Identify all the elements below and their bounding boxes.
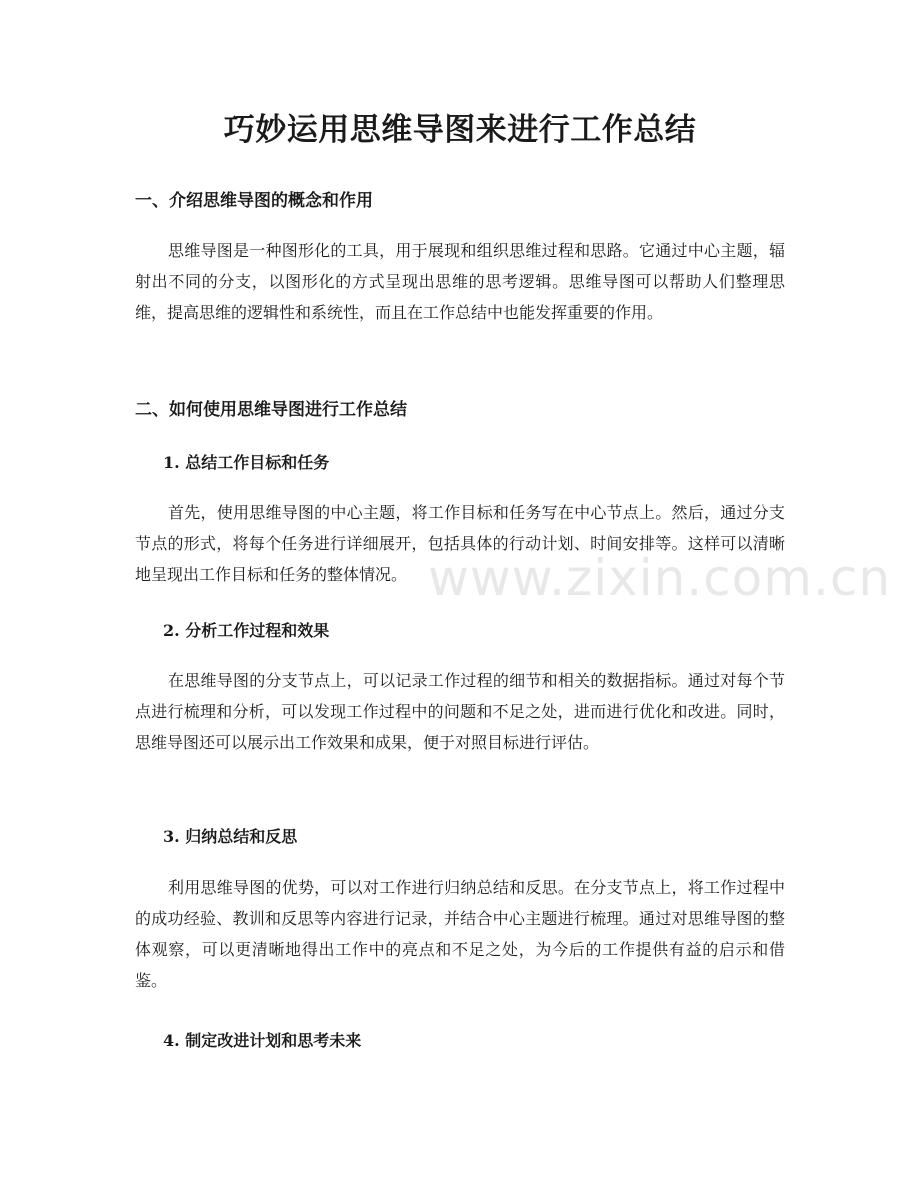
- paragraph-goals: 首先，使用思维导图的中心主题，将工作目标和任务写在中心节点上。然后，通过分支节点的形式，将每个任务进行详细展开，包括具体的行动计划、时间安排等。这样可以清晰地呈现出工作目标和任务的整体情况。: [135, 503, 785, 584]
- sub-heading-analysis: 2. 分析工作过程和效果: [163, 621, 330, 640]
- paragraph-summary: 利用思维导图的优势，可以对工作进行归纳总结和反思。在分支节点上，将工作过程中的成功经验、教训和反思等内容进行记录，并结合中心主题进行梳理。通过对思维导图的整体观察，可以更清晰地得出工作中的亮点和不足之处，为今后的工作提供有益的启示和借鉴。: [135, 878, 785, 990]
- section-heading-howto: 二、如何使用思维导图进行工作总结: [135, 400, 407, 420]
- sub-heading-summary: 3. 归纳总结和反思: [163, 827, 298, 846]
- section-heading-intro: 一、介绍思维导图的概念和作用: [135, 191, 373, 211]
- document-title: 巧妙运用思维导图来进行工作总结: [223, 112, 697, 148]
- paragraph-intro: 思维导图是一种图形化的工具，用于展现和组织思维过程和思路。它通过中心主题，辐射出不同的分支，以图形化的方式呈现出思维的思考逻辑。思维导图可以帮助人们整理思维，提高思维的逻辑性和系统性，而且在工作总结中也能发挥重要的作用。: [135, 241, 785, 322]
- sub-heading-improvement: 4. 制定改进计划和思考未来: [163, 1031, 362, 1050]
- paragraph-analysis: 在思维导图的分支节点上，可以记录工作过程的细节和相关的数据指标。通过对每个节点进行梳理和分析，可以发现工作过程中的问题和不足之处，进而进行优化和改进。同时，思维导图还可以展示出工作效果和成果，便于对照目标进行评估。: [135, 671, 785, 752]
- sub-heading-goals: 1. 总结工作目标和任务: [163, 453, 330, 472]
- watermark: www.zixin.com.cn: [428, 549, 892, 607]
